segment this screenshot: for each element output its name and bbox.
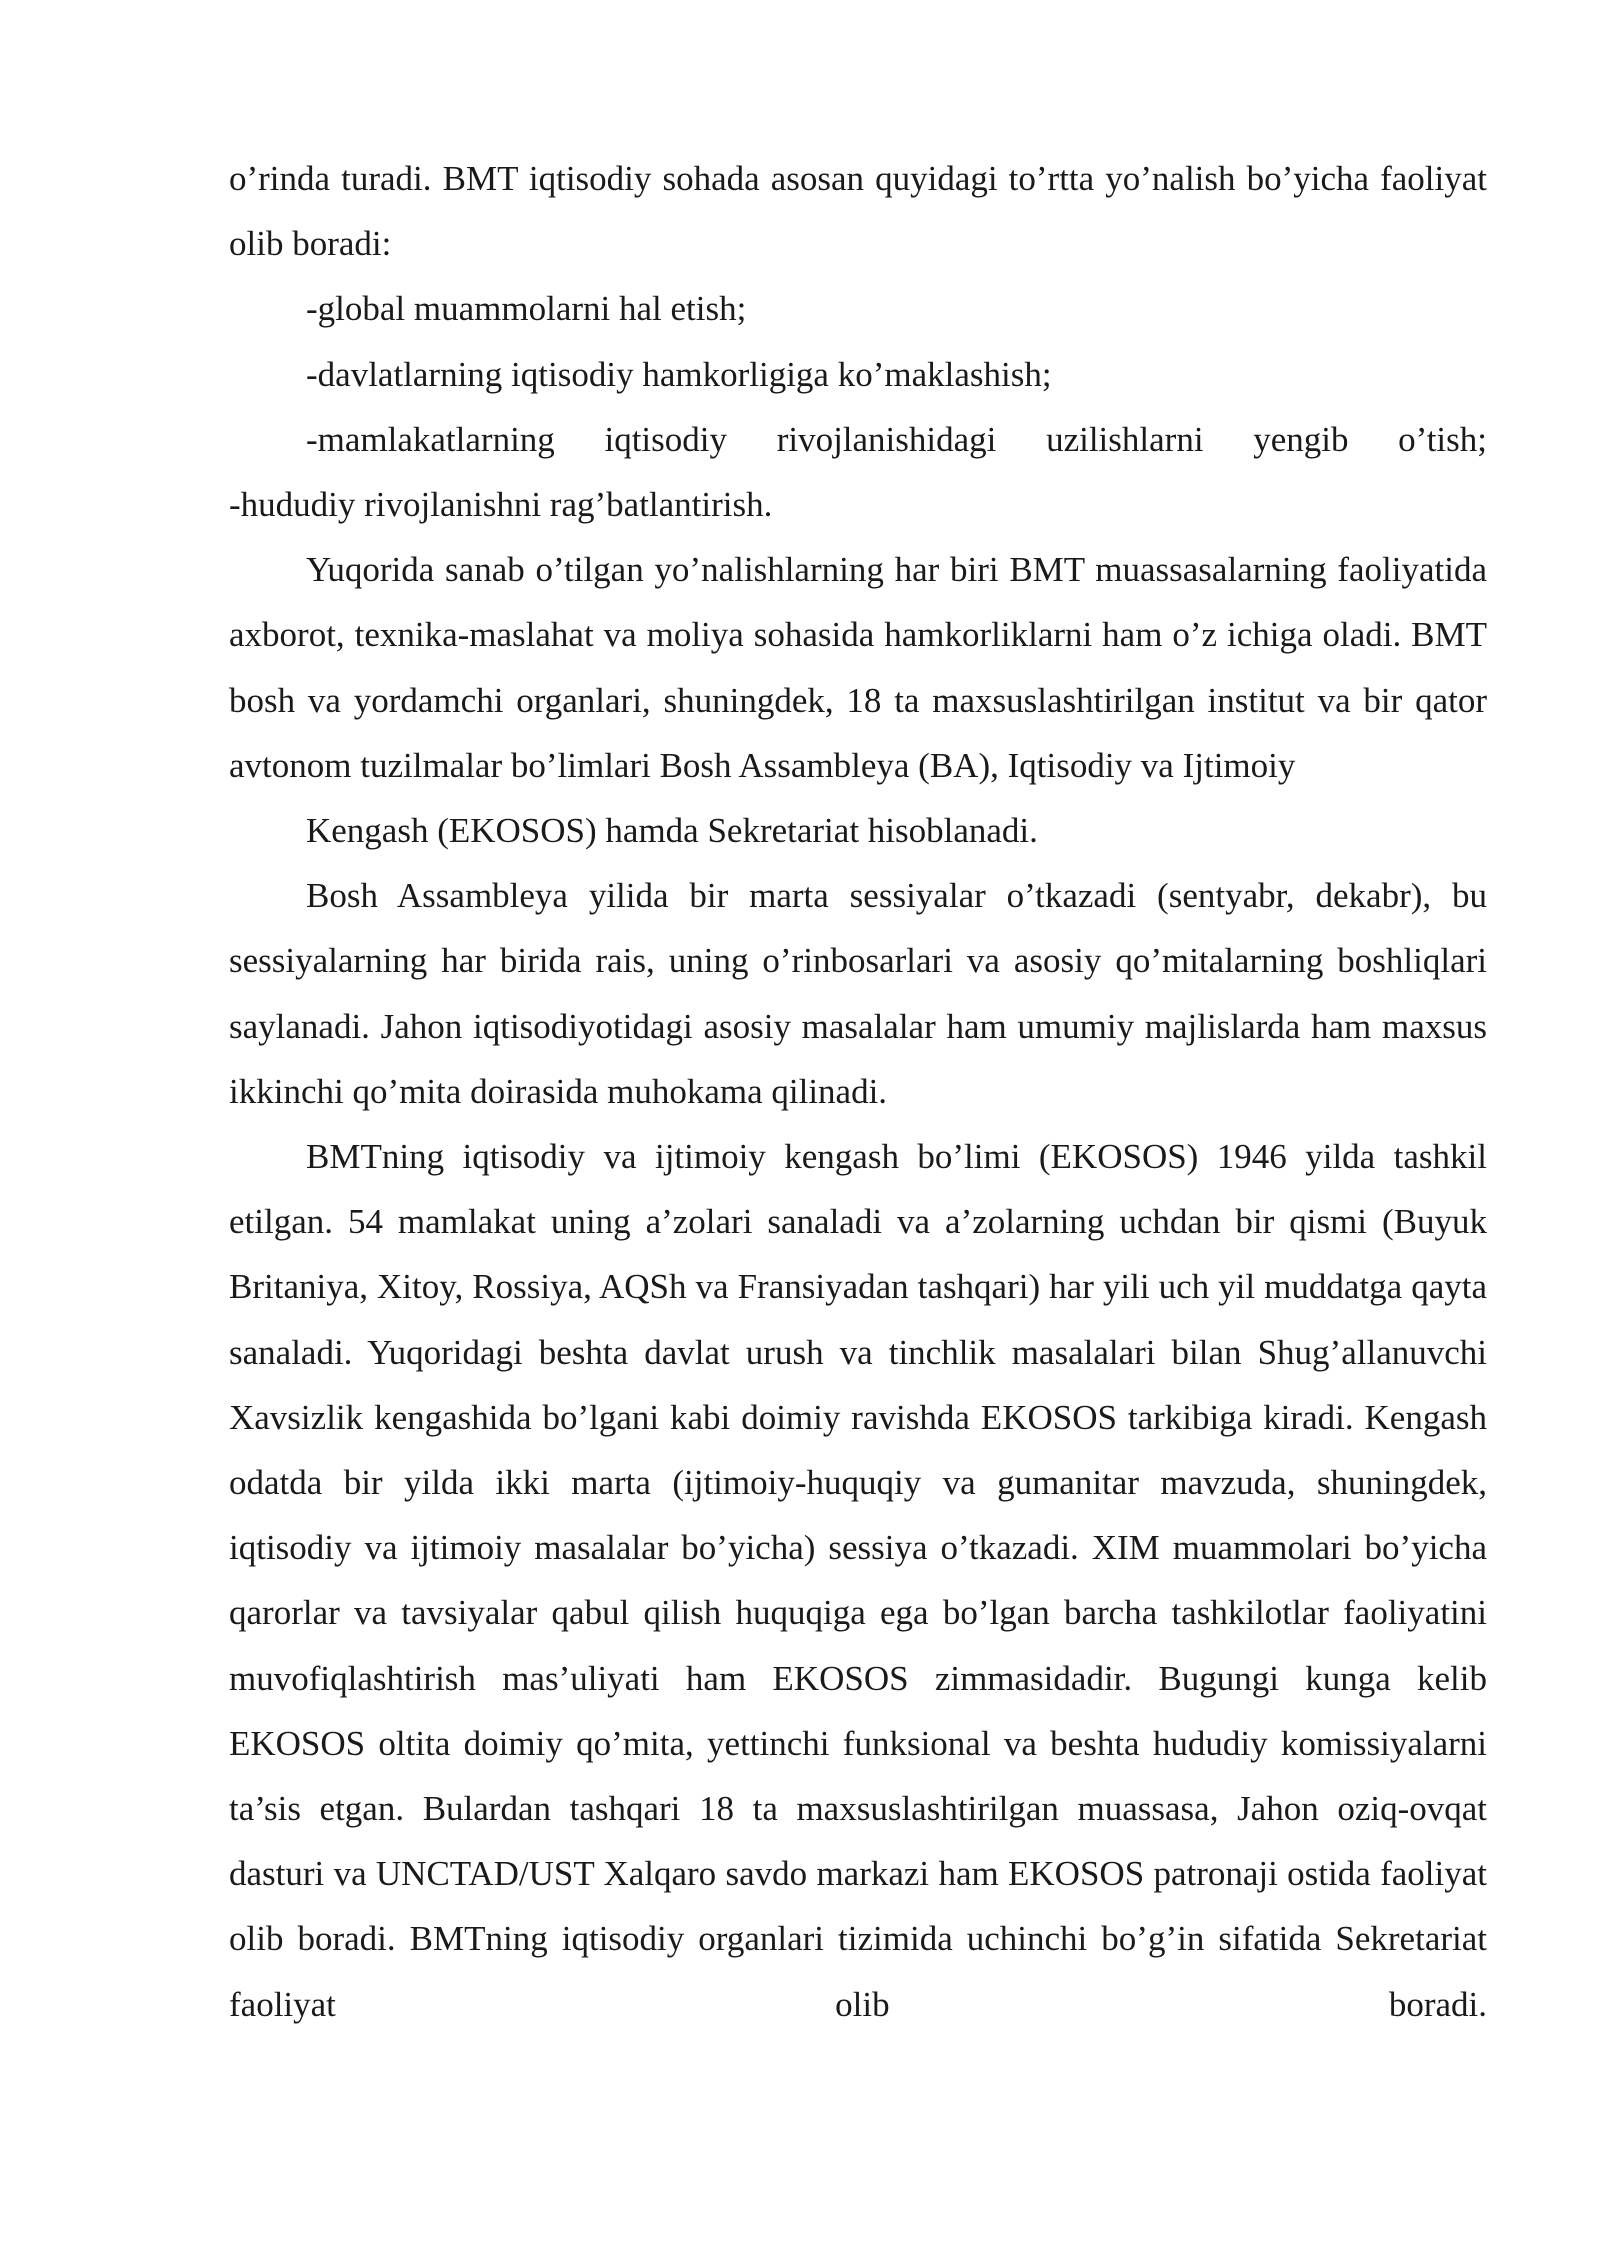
- paragraph-kengash: Kengash (EKOSOS) hamda Sekretariat hisoblanadi.: [306, 811, 1038, 851]
- list-item-economic-cooperation: -davlatlarning iqtisodiy hamkorligiga ko’maklashish;: [306, 354, 1052, 394]
- document-body: [229, 146, 1487, 2037]
- list-item-global-problems: -global muammolarni hal etish;: [306, 289, 747, 329]
- paragraph-ekosos: BMTning iqtisodiy va ijtimoiy kengash bo’limi (EKOSOS) 1946 yilda tashkil etilgan. 54 mamlakat uning a’zolari sanaladi va a’zolarning uchdan bir qismi (Buyuk Britaniya, Xitoy, Rossiya, AQSh va Fransiyadan tashqari) har yili uch yil muddatga qayta sanaladi. Yuqoridagi beshta davlat urush va tinchlik masalalari bilan Shug’allanuvchi Xavsizlik kengashida bo’lgani kabi doimiy ravishda EKOSOS tarkibiga kiradi. Kengash odatda bir yilda ikki marta (ijtimoiy-huquqiy va gumanitar mavzuda, shuningdek, iqtisodiy va ijtimoiy masalalar bo’yicha) sessiya o’tkazadi. XIM muammolari bo’yicha qarorlar va tavsiyalar qabul qilish huquqiga ega bo’lgan barcha tashkilotlar faoliyatini muvofiqlashtirish mas’uliyati ham EKOSOS zimmasidadir. Bugungi kunga kelib EKOSOS oltita doimiy qo’mita, yettinchi funksional va beshta hududiy komissiyalarni ta’sis etgan. Bulardan tashqari 18 ta maxsuslashtirilgan muassasa, Jahon oziq-ovqat dasturi va UNCTAD/UST Xalqaro savdo markazi ham EKOSOS patronaji ostida faoliyat olib boradi. BMTning iqtisodiy organlari tizimida uchinchi bo’g’in sifatida Sekretariat faoliyat olib boradi.: [229, 1137, 1487, 2024]
- list-item-regional-development: -hududiy rivojlanishni rag’batlantirish.: [229, 485, 773, 525]
- list-item-development-gaps: -mamlakatlarning iqtisodiy rivojlanishidagi uzilishlarni yengib o’tish;: [306, 419, 1487, 459]
- paragraph-directions: Yuqorida sanab o’tilgan yo’nalishlarning har biri BMT muassasalarning faoliyatida axborot, texnika-maslahat va moliya sohasida hamkorliklarni ham o’z ichiga oladi. BMT bosh va yordamchi organlari, shuningdek, 18 ta maxsuslashtirilgan institut va bir qator avtonom tuzilmalar bo’limlari Bosh Assambleya (BA), Iqtisodiy va Ijtimoiy: [229, 550, 1487, 785]
- paragraph-intro: o’rinda turadi. BMT iqtisodiy sohada asosan quyidagi to’rtta yo’nalish bo’yicha faoliyat olib boradi:: [229, 159, 1487, 264]
- paragraph-general-assembly: Bosh Assambleya yilida bir marta sessiyalar o’tkazadi (sentyabr, dekabr), bu sessiyalarning har birida rais, uning o’rinbosarlari va asosiy qo’mitalarning boshliqlari saylanadi. Jahon iqtisodiyotidagi asosiy masalalar ham umumiy majlislarda ham maxsus ikkinchi qo’mita doirasida muhokama qilinadi.: [229, 876, 1487, 1111]
